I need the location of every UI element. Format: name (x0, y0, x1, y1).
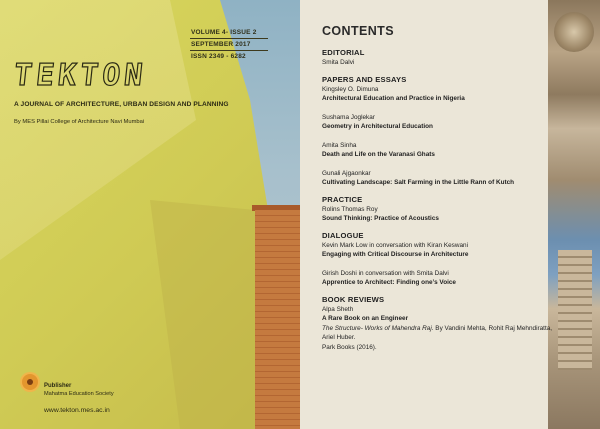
article-title[interactable]: Geometry in Architectural Education (322, 123, 433, 130)
article-author: Kevin Mark Low in conversation with Kiran Keswani (322, 241, 468, 249)
article-title[interactable]: A Rare Book on an Engineer (322, 315, 409, 322)
article-author: Alpa Sheth (322, 305, 354, 313)
website-link[interactable]: www.tekton.mes.ac.in (44, 407, 110, 414)
article-title[interactable]: Engaging with Critical Discourse in Architecture (322, 251, 469, 258)
article-author: Gunali Ajgaonkar (322, 169, 371, 177)
brick-wall (255, 210, 300, 429)
book-title: The Structure- Works of Mahendra Raj. (322, 324, 434, 332)
article-author: Amita Sinha (322, 141, 357, 149)
volume-issue: VOLUME 4- ISSUE 2 (190, 27, 268, 39)
book-reference (322, 324, 554, 334)
issue-info (190, 27, 268, 62)
journal-logo: TEKTON (12, 58, 149, 93)
article-title[interactable]: Sound Thinking: Practice of Acoustics (322, 215, 439, 222)
book-publisher: Park Books (2016). (322, 343, 377, 351)
contents-page (300, 0, 600, 429)
stone-column (558, 250, 592, 370)
issn: ISSN 2349 - 6282 (191, 53, 246, 60)
article-author: Girish Doshi in conversation with Smita Dalvi (322, 269, 449, 277)
contents-heading: CONTENTS (322, 24, 394, 38)
architecture-photo (548, 0, 600, 429)
college-line: By MES Pillai College of Architecture Navi Mumbai (14, 119, 145, 125)
section-book-reviews: BOOK REVIEWS (322, 294, 385, 304)
table-of-contents (322, 48, 554, 352)
editorial-author: Smita Dalvi (322, 59, 355, 66)
journal-subtitle: A JOURNAL OF ARCHITECTURE, URBAN DESIGN AND PLANNING (14, 101, 229, 108)
sun-emblem-icon (22, 374, 38, 390)
section-editorial: EDITORIAL (322, 48, 365, 57)
article-author: Sushama Joglekar (322, 113, 375, 121)
article-author: Rolins Thomas Roy (322, 205, 378, 213)
article-title[interactable]: Death and Life on the Varanasi Ghats (322, 151, 435, 158)
article-title[interactable]: Architectural Education and Practice in Nigeria (322, 95, 465, 102)
issue-date: SEPTEMBER 2017 (190, 39, 268, 51)
section-practice: PRACTICE (322, 194, 363, 204)
section-papers: PAPERS AND ESSAYS (322, 74, 407, 84)
article-title[interactable]: Apprentice to Architect: Finding one’s Voice (322, 279, 456, 286)
article-author: Kingsley O. Dimuna (322, 85, 379, 93)
article-title[interactable]: Cultivating Landscape: Salt Farming in the Little Rann of Kutch (322, 179, 515, 186)
lion-ornament (554, 12, 594, 52)
publisher-label: Publisher (44, 383, 72, 389)
book-authors-cont: Ariel Huber. (322, 334, 356, 341)
publisher-name: Mahatma Education Society (44, 391, 114, 397)
book-authors: By Vandini Mehta, Rohit Raj Mehndiratta, (433, 324, 553, 332)
section-dialogue: DIALOGUE (322, 230, 364, 240)
